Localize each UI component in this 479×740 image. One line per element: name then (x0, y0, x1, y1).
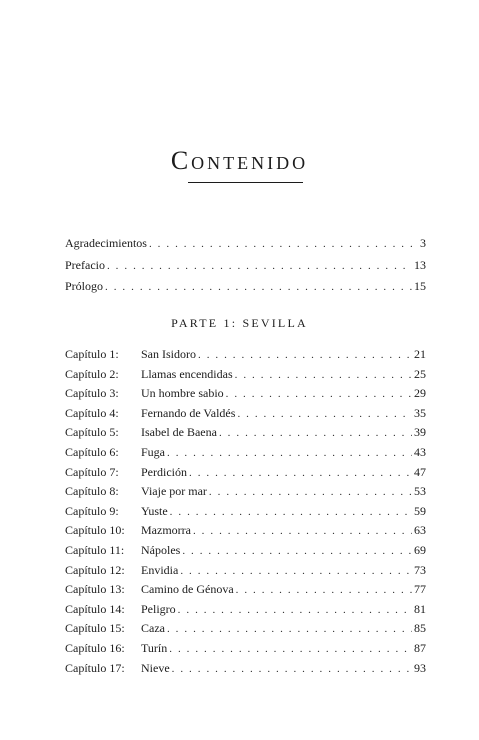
chapter-number: Capítulo 3: (65, 386, 119, 401)
chapter-page: 81 (414, 601, 426, 616)
chapter-entry (65, 403, 426, 423)
chapter-entry (65, 364, 426, 384)
chapter-page: 47 (414, 464, 426, 479)
chapter-title: Turín (141, 640, 168, 655)
chapter-title: Camino de Génova (141, 582, 234, 597)
chapter-entry (65, 383, 426, 403)
chapter-title: Isabel de Baena (141, 425, 217, 440)
dot-leader (172, 659, 412, 679)
chapter-entry (65, 638, 426, 658)
chapter-page: 63 (414, 523, 426, 538)
toc-entry (65, 233, 426, 255)
chapter-entry (65, 442, 426, 462)
dot-leader (226, 384, 412, 404)
chapter-page: 43 (414, 444, 426, 459)
toc-entry-label: Prólogo (65, 279, 104, 293)
chapter-number: Capítulo 4: (65, 405, 119, 420)
chapter-page: 25 (414, 366, 426, 381)
chapter-page: 53 (414, 484, 426, 499)
dot-leader (167, 619, 412, 639)
toc-entry-label: Agradecimientos (65, 236, 147, 250)
chapter-number: Capítulo 10: (65, 523, 125, 538)
chapter-title: Un hombre sabio (141, 386, 224, 401)
chapter-title: Fernando de Valdés (141, 405, 236, 420)
dot-leader (182, 541, 412, 561)
part-heading: PARTE 1: SEVILLA (171, 316, 308, 330)
chapter-title: Yuste (141, 503, 168, 518)
chapter-number: Capítulo 1: (65, 347, 119, 361)
chapter-page: 69 (414, 542, 426, 557)
chapter-page: 39 (414, 425, 426, 440)
chapter-number: Capítulo 14: (65, 601, 125, 616)
dot-leader (167, 443, 412, 463)
dot-leader (209, 482, 412, 502)
chapter-page: 59 (414, 503, 426, 518)
chapter-title: Peligro (141, 601, 176, 616)
dot-leader (219, 423, 412, 443)
chapter-title: San Isidoro (141, 347, 196, 361)
chapter-number: Capítulo 8: (65, 484, 119, 499)
chapter-entry (65, 520, 426, 540)
dot-leader (193, 521, 412, 541)
chapter-number: Capítulo 2: (65, 366, 119, 381)
chapter-entry (65, 422, 426, 442)
chapter-page: 73 (414, 562, 426, 577)
chapter-page: 29 (414, 386, 426, 401)
chapter-entry (65, 658, 426, 678)
dot-leader (169, 639, 412, 659)
dot-leader (170, 502, 412, 522)
toc-entry-page: 15 (414, 279, 426, 293)
chapter-page: 21 (414, 347, 426, 361)
chapter-entry (65, 462, 426, 482)
chapter-number: Capítulo 6: (65, 444, 119, 459)
chapter-number: Capítulo 12: (65, 562, 125, 577)
chapter-number: Capítulo 16: (65, 640, 125, 655)
chapter-title: Perdición (141, 464, 187, 479)
dot-leader (237, 404, 412, 424)
toc-entry (65, 255, 426, 277)
chapter-number: Capítulo 7: (65, 464, 119, 479)
chapter-number: Capítulo 5: (65, 425, 119, 440)
chapter-number: Capítulo 13: (65, 582, 125, 597)
chapter-title: Caza (141, 621, 165, 636)
chapter-title: Nápoles (141, 542, 181, 557)
chapter-entry (65, 344, 426, 364)
chapter-title: Envidia (141, 562, 179, 577)
title-underline (188, 182, 303, 183)
page-title: Contenido (170, 146, 309, 175)
chapter-title: Nieve (141, 660, 170, 675)
chapter-page: 93 (414, 660, 426, 675)
chapter-title: Llamas encendidas (141, 366, 233, 381)
dot-leader (105, 277, 412, 297)
chapter-page: 35 (414, 405, 426, 420)
chapter-entry (65, 618, 426, 638)
dot-leader (180, 561, 412, 581)
dot-leader (149, 234, 418, 254)
chapter-title: Viaje por mar (141, 484, 207, 499)
dot-leader (107, 256, 412, 276)
front-matter-list (65, 233, 426, 298)
chapter-entry (65, 481, 426, 501)
toc-entry (65, 276, 426, 298)
chapter-number: Capítulo 11: (65, 542, 125, 557)
chapter-number: Capítulo 17: (65, 660, 125, 675)
chapter-number: Capítulo 9: (65, 503, 119, 518)
dot-leader (178, 600, 412, 620)
chapter-entry (65, 540, 426, 560)
chapter-number: Capítulo 15: (65, 621, 125, 636)
dot-leader (189, 463, 412, 483)
chapter-entry (65, 501, 426, 521)
dot-leader (198, 345, 412, 365)
chapter-entry (65, 560, 426, 580)
chapter-page: 77 (414, 582, 426, 597)
toc-entry-page: 13 (414, 257, 426, 272)
chapter-list (65, 344, 426, 677)
chapter-page: 87 (414, 640, 426, 655)
dot-leader (236, 580, 412, 600)
chapter-page: 85 (414, 621, 426, 636)
dot-leader (235, 365, 412, 385)
chapter-entry (65, 599, 426, 619)
toc-entry-page: 3 (420, 236, 426, 250)
toc-entry-label: Prefacio (65, 257, 105, 272)
chapter-title: Mazmorra (141, 523, 191, 538)
chapter-title: Fuga (141, 444, 165, 459)
chapter-entry (65, 579, 426, 599)
